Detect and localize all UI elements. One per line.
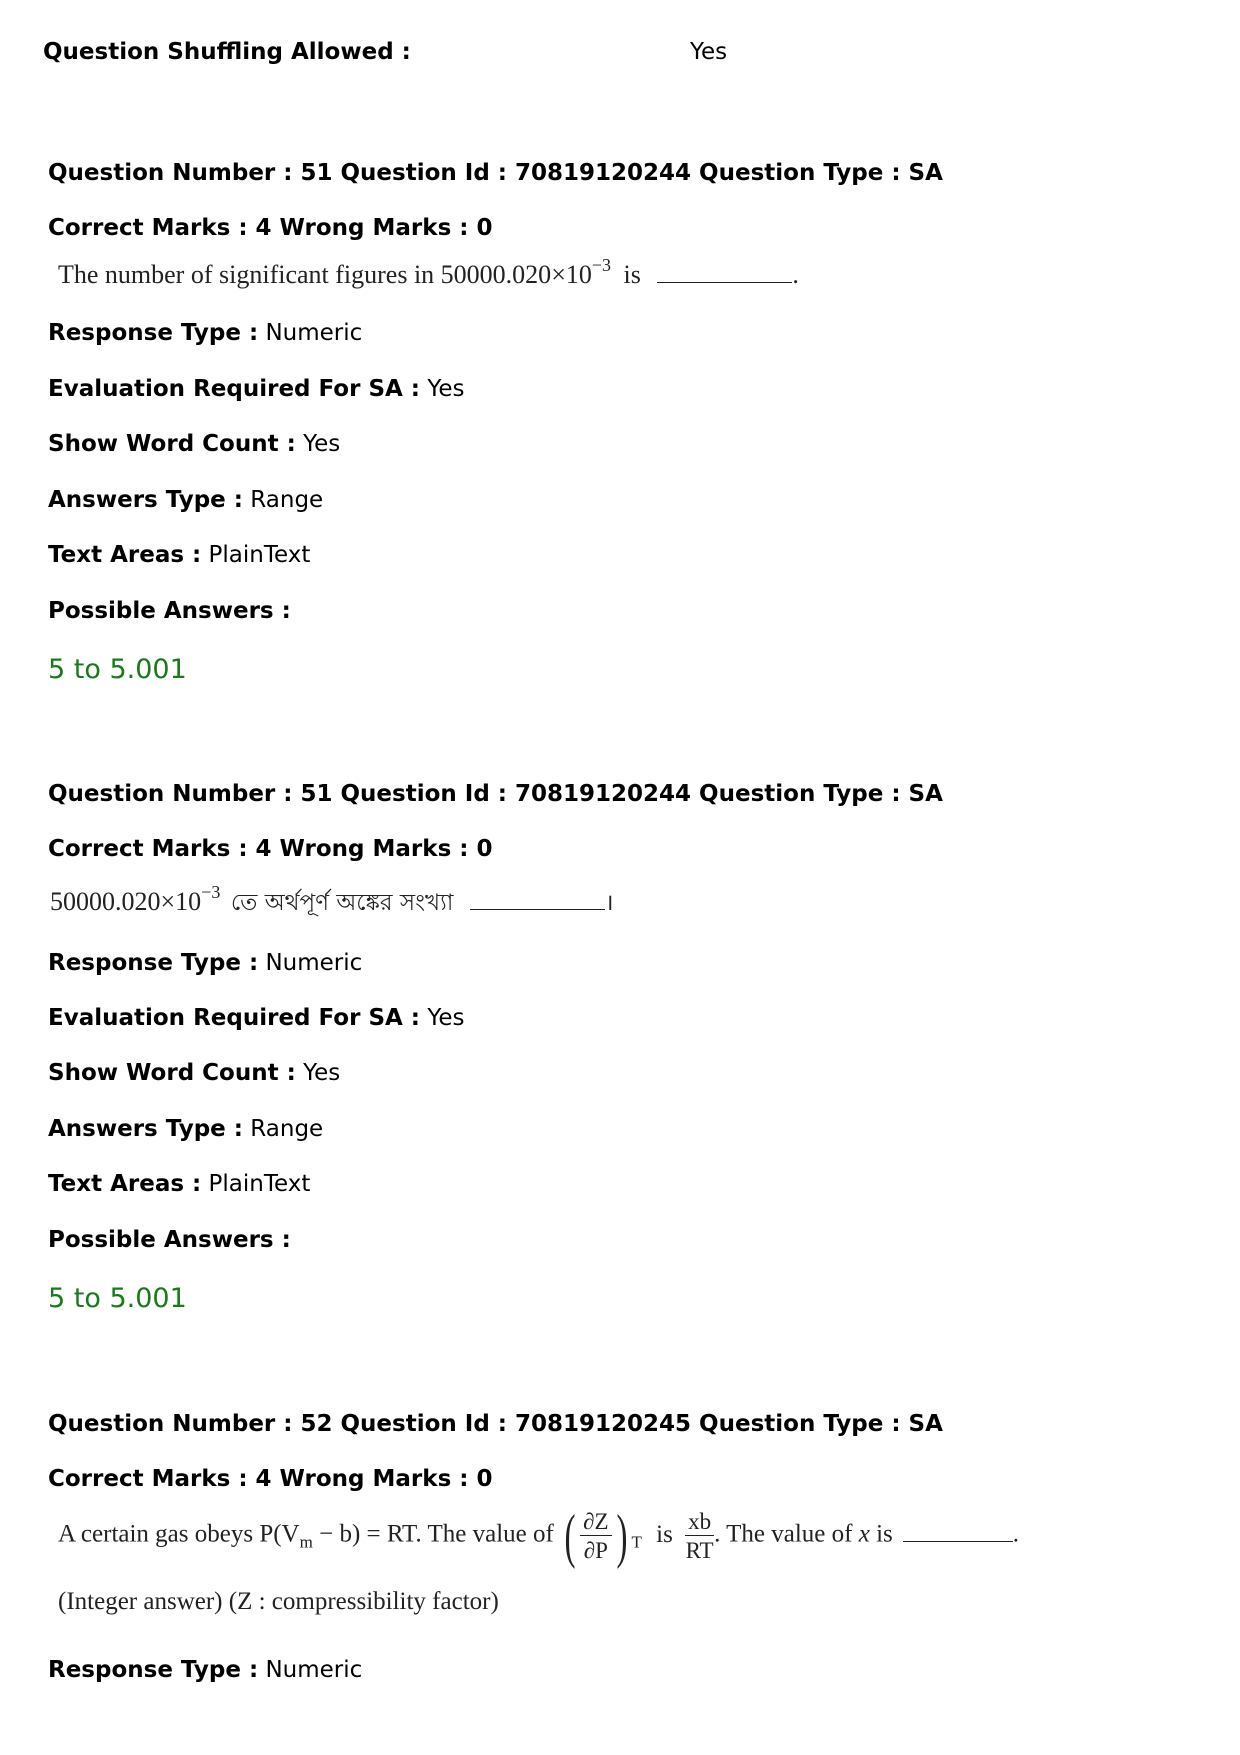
marks-info: Correct Marks : 4 Wrong Marks : 0 (48, 836, 493, 862)
possible-answers-label: Possible Answers : (48, 598, 291, 624)
marks-info: Correct Marks : 4 Wrong Marks : 0 (48, 1466, 493, 1492)
question-note: (Integer answer) (Z : compressibility factor) (58, 1588, 499, 1615)
answer-blank (657, 282, 792, 283)
possible-answer: 5 to 5.001 (48, 654, 187, 685)
response-type: Response Type : Numeric (48, 950, 363, 976)
xb-rt-fraction: $\frac{xb}{RT}$ (685, 1509, 714, 1563)
question-meta: Question Number : 51 Question Id : 70819120244 Question Type : SA (48, 781, 943, 807)
possible-answer: 5 to 5.001 (48, 1283, 187, 1314)
text-areas: Text Areas : PlainText (48, 542, 311, 568)
question-meta: Question Number : 52 Question Id : 70819120245 Question Type : SA (48, 1411, 943, 1437)
show-word-count: Show Word Count : Yes (48, 431, 341, 457)
response-type: Response Type : Numeric (48, 320, 363, 346)
possible-answers-label: Possible Answers : (48, 1227, 291, 1253)
partial-derivative-fraction: $\frac{\partial Z}{\partial P}$ (580, 1510, 611, 1562)
answers-type: Answers Type : Range (48, 1116, 324, 1142)
evaluation-required: Evaluation Required For SA : Yes (48, 1005, 465, 1031)
question-text: The number of significant figures in $50000.020\times 10^{-3}$ is . (58, 255, 799, 289)
evaluation-required: Evaluation Required For SA : Yes (48, 376, 465, 402)
question-meta: Question Number : 51 Question Id : 70819120244 Question Type : SA (48, 160, 943, 186)
answer-blank (470, 909, 605, 910)
show-word-count: Show Word Count : Yes (48, 1060, 341, 1086)
answers-type: Answers Type : Range (48, 487, 324, 513)
shuffle-value: Yes (690, 39, 728, 65)
marks-info: Correct Marks : 4 Wrong Marks : 0 (48, 215, 493, 241)
answer-blank (903, 1541, 1013, 1542)
response-type: Response Type : Numeric (48, 1657, 363, 1683)
shuffle-label: Question Shuffling Allowed : (43, 39, 411, 65)
question-text: $50000.020\times 10^{-3}$ তে অর্থপূর্ণ অঙ্কের সংখ্যা । (50, 882, 614, 916)
text-areas: Text Areas : PlainText (48, 1171, 311, 1197)
question-text: A certain gas obeys $P(V_m - b)$ = RT. The value of ( $\frac{\partial Z}{\partial P}$ ) $_T$ is $\frac{xb}{RT}$ . The value of x is . (58, 1503, 1020, 1569)
